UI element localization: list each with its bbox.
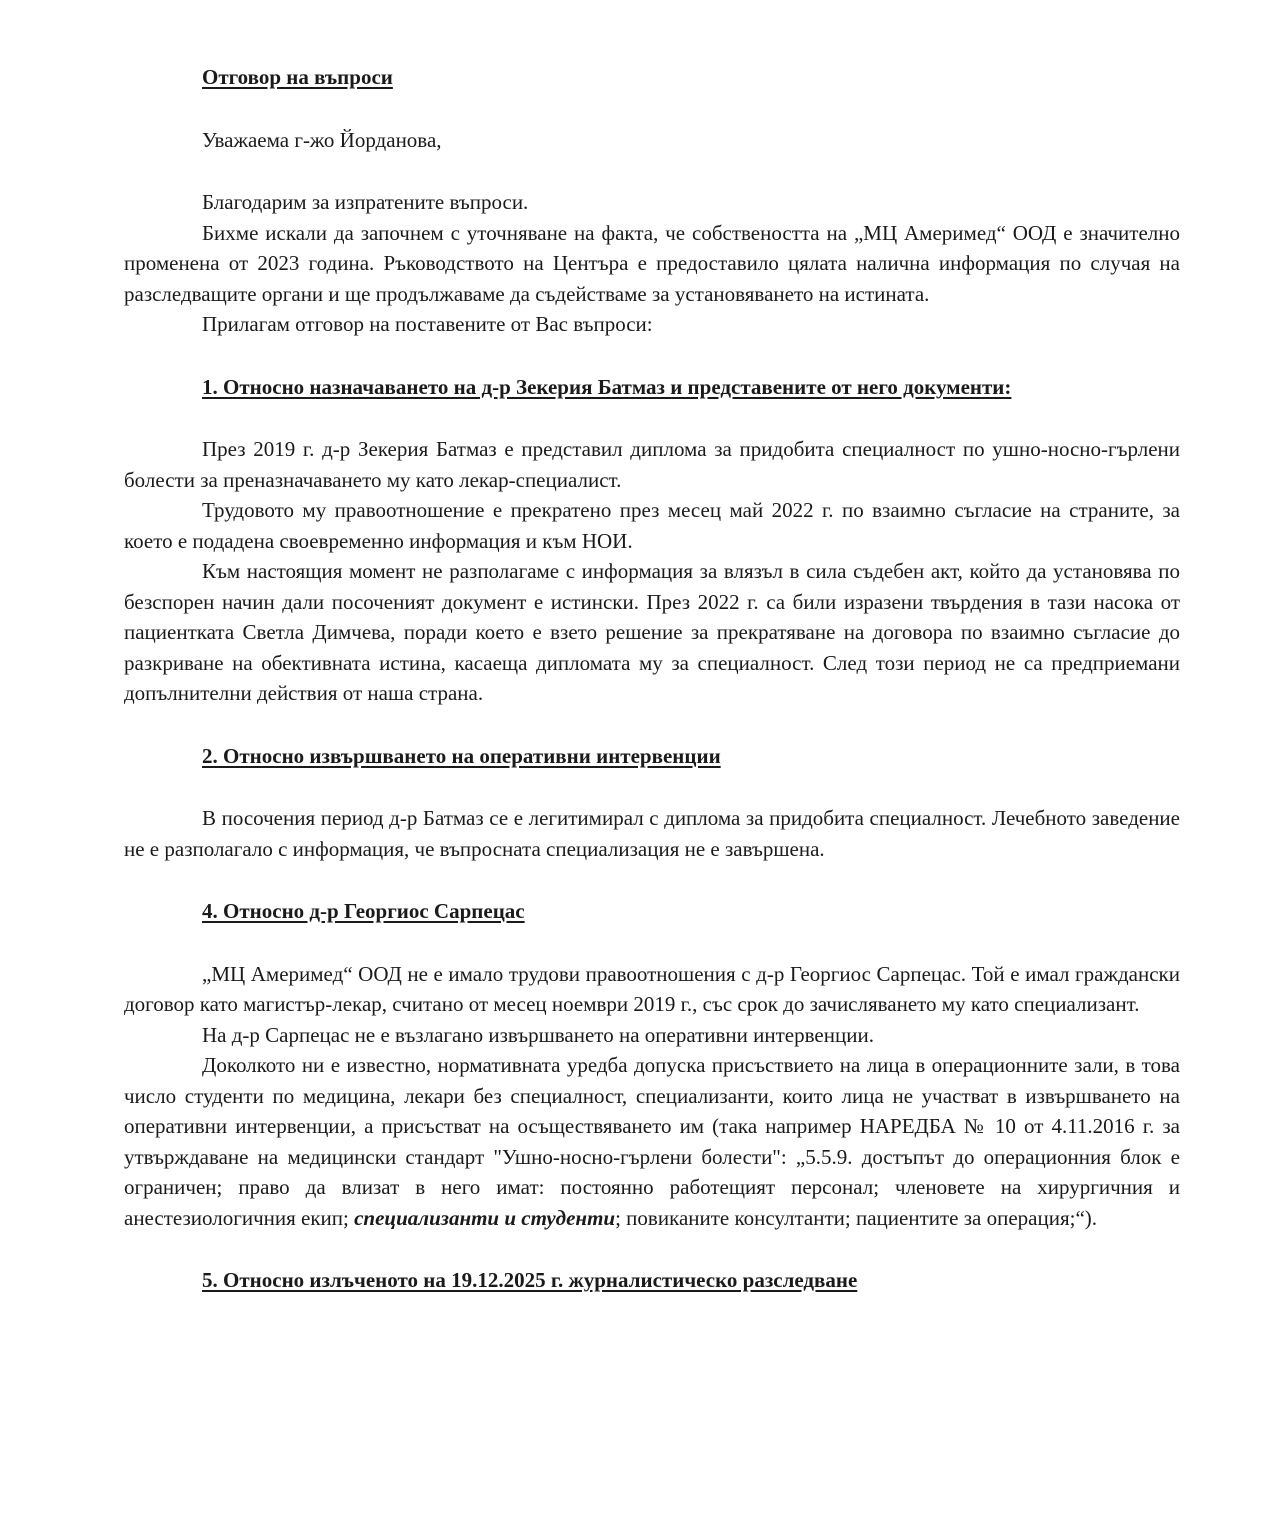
section-1-heading: 1. Относно назначаването на д-р Зекерия Батмаз и представените от него документи: <box>202 374 1012 399</box>
section-1-paragraph-2: Трудовото му правоотношение е прекратено през месец май 2022 г. по взаимно съгласие на страните, за което е подадена своевременно информация и към НОИ. <box>124 498 1180 553</box>
document-title: Отговор на въпроси <box>202 65 393 89</box>
section-1-paragraph-3: Към настоящия момент не разполагаме с информация за влязъл в сила съдебен акт, който да установява по безспорен начин дали посоченият документ е истински. През 2022 г. са били изразени твърдения в тази насока от пациентката Светла Димчева, поради което е взето решение за прекратяване на договора по взаимно съгласие до разкриване на обективната истина, касаеща дипломата му за специалност. След този период не са предприемани допълнителни действия от наша страна. <box>124 559 1180 705</box>
section-4-paragraph-3 <box>124 1050 1180 1233</box>
section-4-paragraph-3-text-b: ; повиканите консултанти; пациентите за операция;“). <box>615 1205 1098 1230</box>
section-4-paragraph-2: На д-р Сарпецас не е възлагано извършването на оперативни интервенции. <box>202 1022 874 1047</box>
section-4-paragraph-1: „МЦ Америмед“ ООД не е имало трудови правоотношения с д-р Георгиос Сарпецас. Той е имал граждански договор като магистър-лекар, считано от месец ноември 2019 г., със срок до зачисляването му като специализант. <box>124 961 1180 1016</box>
intro-paragraph-2: Бихме искали да започнем с уточняване на факта, че собствеността на „МЦ Америмед“ ООД е значително променена от 2023 година. Ръководството на Центъра е предоставило цялата налична информация по случая на разследващите органи и ще продължаваме да съдействаме за установяването на истината. <box>124 220 1180 306</box>
section-4-paragraph-3-text-a: Доколкото ни е известно, нормативната уредба допуска присъствието на лица в операционните зали, в това число студенти по медицина, лекари без специалност, специализанти, които лица не участват в извършването на оперативни интервенции, а присъстват на осъществяването им (така например НАРЕДБА № 10 от 4.11.2016 г. за утвърждаване на медицински стандарт "Ушно-носно-гърлени болести": „5.5.9. достъпът до операционния блок е ограничен; право да влизат в него имат: постоянно работещият персонал; членовете на хирургичния и анестезиологичния екип; <box>124 1053 1180 1230</box>
document-page <box>124 62 1180 1296</box>
intro-paragraph-3: Прилагам отговор на поставените от Вас въпроси: <box>202 312 653 336</box>
section-1-paragraph-1: През 2019 г. д-р Зекерия Батмаз е представил диплома за придобита специалност по ушно-носно-гърлени болести за преназначаването му като лекар-специалист. <box>124 437 1180 492</box>
greeting: Уважаема г-жо Йорданова, <box>202 127 442 152</box>
section-4-emphasis: специализанти и студенти <box>354 1205 616 1230</box>
section-4-heading: 4. Относно д-р Георгиос Сарпецас <box>202 899 525 923</box>
section-5-heading: 5. Относно излъченото на 19.12.2025 г. журналистическо разследване <box>202 1268 858 1292</box>
section-2-paragraph-1: В посочения период д-р Батмаз се е легитимирал с диплома за придобита специалност. Лечебното заведение не е разполагало с информация, че въпросната специализация не е завършена. <box>124 806 1180 861</box>
intro-paragraph-1: Благодарим за изпратените въпроси. <box>202 190 529 214</box>
section-2-heading: 2. Относно извършването на оперативни интервенции <box>202 743 721 768</box>
